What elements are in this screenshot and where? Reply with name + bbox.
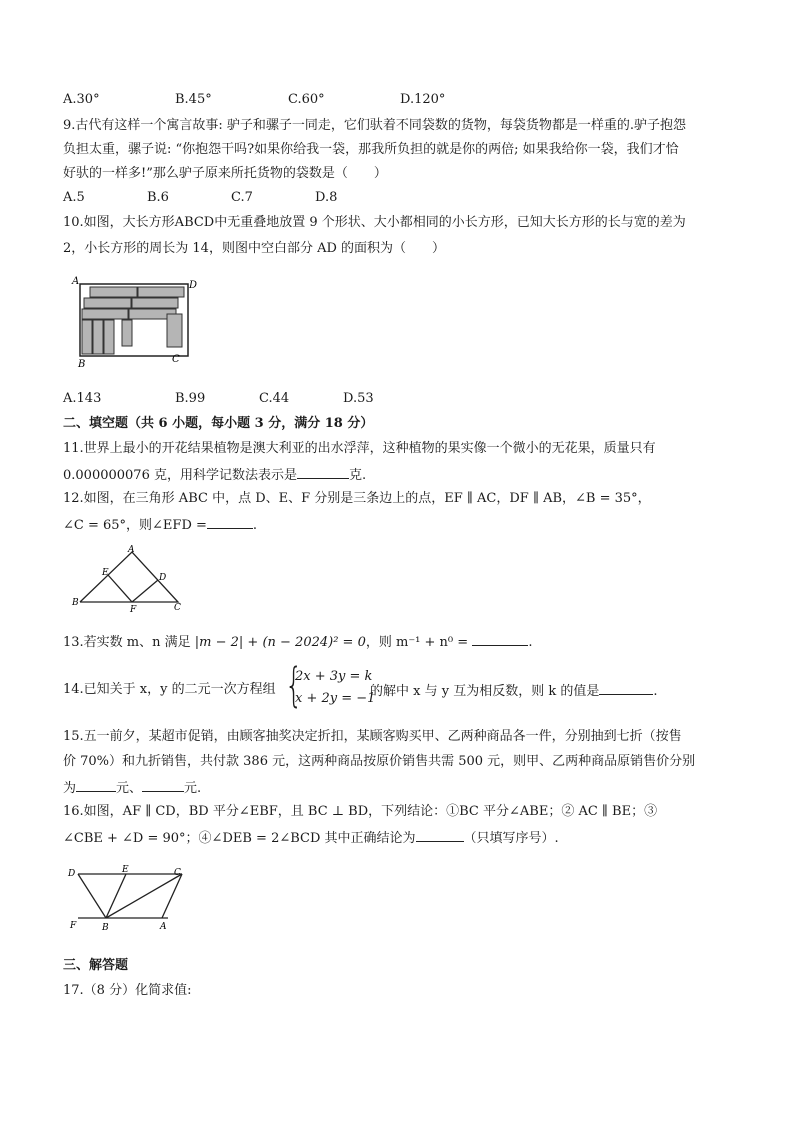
q16-note: （只填写序号）. (463, 831, 559, 846)
q12-line-2 (63, 514, 257, 536)
q15-answer-blank-2[interactable] (142, 777, 184, 792)
q12-label-c: C (174, 603, 181, 613)
q10-label-a: A (72, 276, 80, 287)
q14-question: 的解中 x 与 y 互为相反数，则 k 的值是 (370, 684, 600, 699)
section-2-heading: 二、填空题（共 6 小题，每小题 3 分，满分 18 分） (63, 416, 374, 431)
q13-text: 13.若实数 m、n 满足 (63, 635, 191, 650)
q10-option-c: C.44 (259, 391, 290, 406)
q15-line-3 (63, 777, 201, 799)
q11-unit: 克. (348, 468, 367, 483)
q10-option-a: A.143 (63, 391, 102, 406)
q15-answer-blank-1[interactable] (76, 777, 116, 792)
q9-option-b: B.6 (147, 190, 169, 205)
q11-line-1: 11.世界上最小的开花结果植物是澳大利亚的出水浮萍，这种植物的果实像一个微小的无花果，质量只有 (63, 441, 656, 456)
q16-label-d: D (68, 869, 76, 879)
q14-equation-2: x + 2y = −1 (295, 691, 376, 706)
q8-option-b: B.45° (175, 92, 212, 107)
q12-answer-blank[interactable] (207, 514, 253, 529)
q14-equation-1: 2x + 3y = k (295, 669, 373, 684)
q16-line-2 (63, 827, 559, 849)
q16-text: ∠CBE + ∠D = 90°；④∠DEB = 2∠BCD 其中正确结论为 (63, 831, 416, 846)
q16-label-f: F (70, 921, 77, 931)
q9-option-a: A.5 (63, 190, 85, 205)
q13-period: . (528, 635, 533, 650)
q10-label-c: C (172, 354, 180, 365)
q10-line-1: 10.如图，大长方形ABCD中无重叠地放置 9 个形状、大小都相同的小长方形，已知大长方形的长与宽的差为 (63, 215, 686, 230)
q16-label-a: A (160, 922, 167, 932)
q12-period: . (252, 518, 258, 533)
q9-option-d: D.8 (315, 190, 338, 205)
q10-line-2: 2，小长方形的周长为 14，则图中空白部分 AD 的面积为（ ） (63, 241, 446, 256)
q10-rectangle-figure (66, 272, 196, 372)
q9-options (63, 188, 363, 208)
q16-label-e: E (122, 865, 129, 875)
q11-line-2 (63, 464, 366, 486)
q16-parallel-figure (64, 862, 194, 934)
q17-text: 17.（8 分）化简求值: (63, 983, 192, 998)
q10-option-b: B.99 (175, 391, 206, 406)
q15-unit-1: 元、 (116, 781, 143, 796)
q8-option-c: C.60° (288, 92, 325, 107)
q15-line-2: 价 70%）和九折销售，共付款 386 元，这两种商品按原价销售共需 500 元，则甲、乙两种商品原销售价分别 (63, 754, 696, 769)
q8-option-a: A.30° (63, 92, 100, 107)
q13-question: ，则 m⁻¹ + n⁰ = (365, 635, 469, 650)
q12-label-a: A (128, 545, 135, 555)
q14-text: 14.已知关于 x，y 的二元一次方程组 (63, 682, 276, 697)
q13-expression: |m − 2| + (n − 2024)² = 0 (194, 635, 366, 650)
q8-options (63, 90, 523, 110)
q15-prefix: 为 (63, 781, 77, 796)
q10-label-b: B (78, 359, 86, 370)
q12-triangle-figure (68, 544, 188, 615)
q16-line-1: 16.如图，AF ∥ CD，BD 平分∠EBF，且 BC ⊥ BD，下列结论：①BC 平分∠ABE；② AC ∥ BE；③ (63, 804, 658, 819)
q12-label-b: B (72, 598, 79, 608)
q15-unit-2: 元. (184, 781, 202, 796)
q12-label-d: D (159, 573, 167, 583)
q10-option-d: D.53 (343, 391, 374, 406)
q16-answer-blank[interactable] (416, 827, 464, 842)
q9-line-2: 负担太重，骡子说: “你抱怨干吗?如果你给我一袋，那我所负担的就是你的两倍; 如果我给你一袋，我们才恰 (63, 142, 679, 157)
q14-tail (370, 680, 658, 702)
q8-option-d: D.120° (400, 92, 446, 107)
q9-line-1: 9.古代有这样一个寓言故事: 驴子和骡子一同走，它们驮着不同袋数的货物，每袋货物都是一样重的.驴子抱怨 (63, 118, 687, 133)
q14-period: . (653, 684, 658, 699)
q13-answer-blank[interactable] (472, 631, 528, 646)
q10-options (63, 389, 383, 409)
q14-brace: { (285, 658, 303, 712)
q12-line-1: 12.如图，在三角形 ABC 中，点 D、E、F 分别是三条边上的点，EF ∥ AC，DF ∥ AB，∠B = 35°， (63, 491, 651, 506)
q10-label-d: D (189, 280, 198, 291)
q11-answer-blank[interactable] (297, 464, 349, 479)
q16-label-b: B (102, 923, 109, 933)
q12-text: ∠C = 65°，则∠EFD = (63, 518, 207, 533)
q12-label-f: F (130, 605, 137, 615)
q11-text: 0.000000076 克，用科学记数法表示是 (63, 468, 297, 483)
q15-line-1: 15.五一前夕，某超市促销，由顾客抽奖决定折扣，某顾客购买甲、乙两种商品各一件，分别抽到七折（按售 (63, 729, 682, 744)
q9-option-c: C.7 (231, 190, 253, 205)
q9-line-3: 好驮的一样多!”那么驴子原来所托货物的袋数是（ ） (63, 166, 387, 181)
q16-label-c: C (174, 868, 181, 878)
section-3-heading: 三、解答题 (63, 958, 129, 973)
q13-line (63, 631, 532, 653)
q12-label-e: E (102, 568, 109, 578)
q14-answer-blank[interactable] (599, 680, 653, 695)
